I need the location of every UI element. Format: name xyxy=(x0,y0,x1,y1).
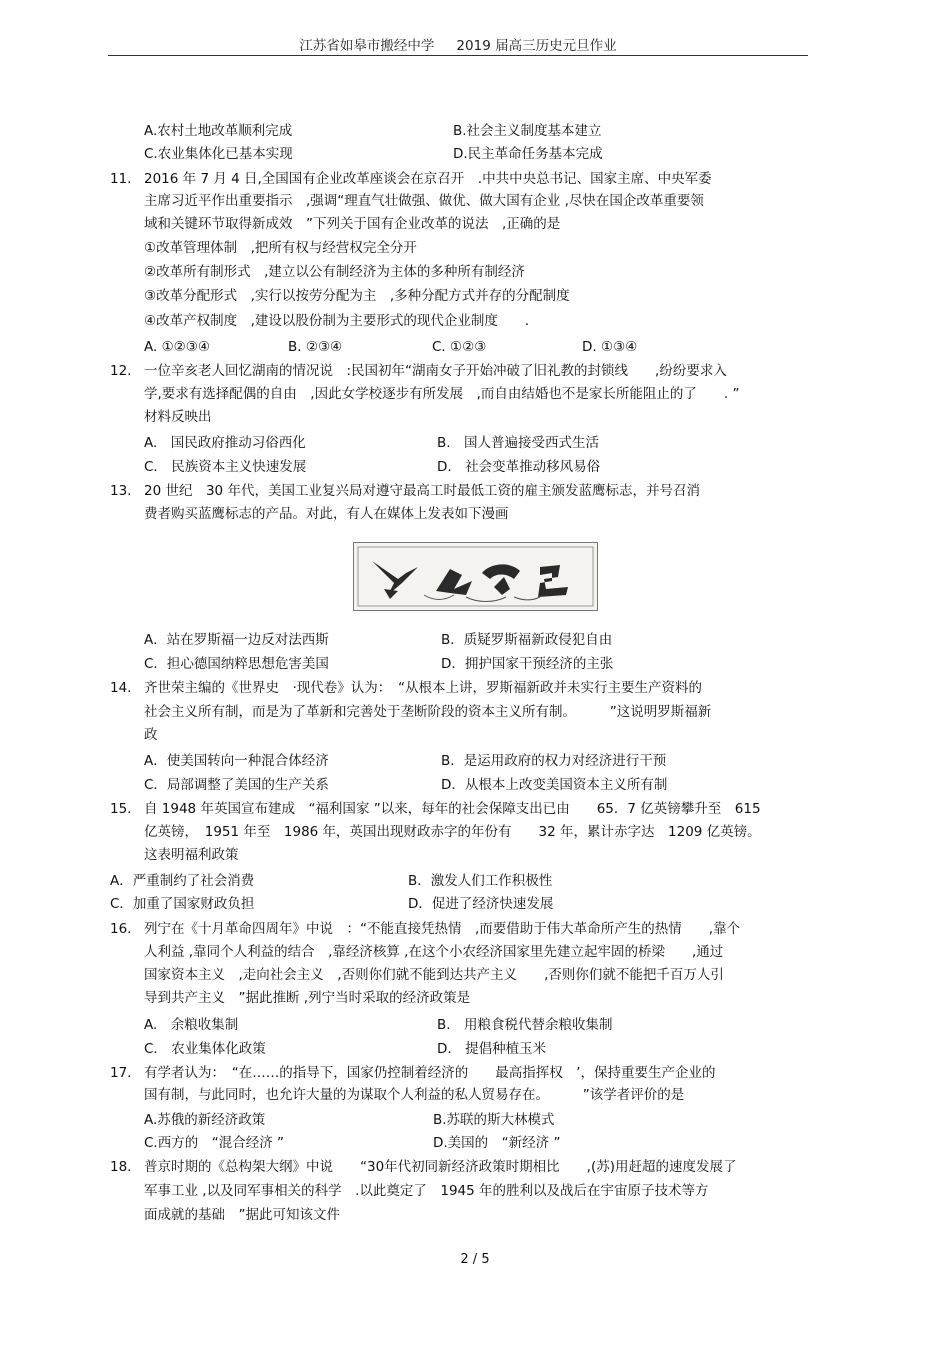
q16-stem-line: 列宁在《十月革命四周年》中说 ：“不能直接凭热情 ,而要借助于伟大革命所产生的热情 ,靠个 xyxy=(144,921,741,937)
q11-option-b: B. ②③④ xyxy=(288,339,343,355)
q14-option-b: B．是运用政府的权力对经济进行干预 xyxy=(441,753,667,769)
q17-stem-line: 国有制，与此同时，也允许大量的为谋取个人利益的私人贸易存在。 ”该学者评价的是 xyxy=(144,1087,685,1103)
q13-number: 13. xyxy=(110,483,132,499)
q12-option-b: B. 国人普遍接受西式生活 xyxy=(437,435,600,451)
q14-option-c: C．局部调整了美国的生产关系 xyxy=(144,777,329,793)
q14-option-a: A．使美国转向一种混合体经济 xyxy=(144,753,329,769)
q16-option-a: A. 余粮收集制 xyxy=(144,1017,239,1033)
q17-number: 17. xyxy=(110,1065,132,1081)
q16-stem-line: 人利益 ,靠同个人利益的结合 ,靠经济核算 ,在这个小农经济国家里先建立起牢固的桥梁 ,通过 xyxy=(144,944,724,960)
q10-option-d: D.民主革命任务基本完成 xyxy=(453,146,603,162)
q11-stem-line: ④改革产权制度 ,建设以股份制为主要形式的现代企业制度 . xyxy=(144,313,530,329)
q16-option-b: B. 用粮食税代替余粮收集制 xyxy=(437,1017,613,1033)
q14-number: 14. xyxy=(110,680,132,696)
q15-stem-line: 亿英镑， 1951 年至 1986 年，英国出现财政赤字的年份有 32 年，累计赤字达 1209 亿英镑。 xyxy=(144,824,761,840)
q17-option-d: D.美国的 “新经济 ” xyxy=(433,1135,561,1151)
q12-option-c: C. 民族资本主义快速发展 xyxy=(144,459,307,475)
q16-option-c: C. 农业集体化政策 xyxy=(144,1041,266,1057)
q18-stem-line: 普京时期的《总构架大纲》中说 “30年代初同新经济政策时期相比 ,(苏)用赶超的速度发展了 xyxy=(144,1159,737,1175)
q11-stem-line: 主席习近平作出重要指示 ,强调“理直气壮做强、做优、做大国有企业 ,尽快在国企改革重要领 xyxy=(144,193,704,209)
q15-stem-line: 自 1948 年英国宣布建成 “福利国家 ”以来，每年的社会保障支出已由 65．7 亿英镑攀升至 615 xyxy=(144,801,761,817)
q10-option-c: C.农业集体化已基本实现 xyxy=(144,146,293,162)
q13-option-c: C．担心德国纳粹思想危害美国 xyxy=(144,656,329,672)
q14-stem-line: 齐世荣主编的《世界史 ·现代卷》认为： “从根本上讲，罗斯福新政并未实行主要生产资料的 xyxy=(144,680,703,696)
q10-option-a: A.农村土地改革顺利完成 xyxy=(144,123,293,139)
q18-stem-line: 军事工业 ,以及同军事相关的科学 .以此奠定了 1945 年的胜利以及战后在宇宙原子技术等方 xyxy=(144,1183,709,1199)
q15-number: 15. xyxy=(110,801,132,817)
q13-option-a: A．站在罗斯福一边反对法西斯 xyxy=(144,632,329,648)
q16-number: 16. xyxy=(110,921,132,937)
q11-option-a: A. ①②③④ xyxy=(144,339,210,355)
q12-number: 12. xyxy=(110,363,132,379)
q16-option-d: D. 提倡种植玉米 xyxy=(437,1041,547,1057)
q12-stem-line: 一位辛亥老人回忆湖南的情况说 :民国初年“湖南女子开始冲破了旧礼教的封锁线 ,纷纷要求入 xyxy=(144,363,727,379)
q17-option-a: A.苏俄的新经济政策 xyxy=(144,1112,266,1128)
q13-stem-line: 费者购买蓝鹰标志的产品。对此，有人在媒体上发表如下漫画 xyxy=(144,506,509,522)
q15-option-c: C．加重了国家财政负担 xyxy=(110,896,255,912)
q10-option-b: B.社会主义制度基本建立 xyxy=(453,123,602,139)
q14-stem-line: 政 xyxy=(144,727,158,743)
q16-stem-line: 国家资本主义 ,走向社会主义 ,否则你们就不能到达共产主义 ,否则你们就不能把千百万人引 xyxy=(144,967,724,983)
page-number: 2 / 5 xyxy=(460,1252,490,1267)
q11-stem-line: ③改革分配形式 ,实行以按劳分配为主 ,多种分配方式并存的分配制度 xyxy=(144,288,570,304)
q18-stem-line: 面成就的基础 ”据此可知该文件 xyxy=(144,1207,340,1223)
header-school: 江苏省如皋市搬经中学 xyxy=(299,38,435,54)
q18-number: 18. xyxy=(110,1159,132,1175)
q15-option-b: B．激发人们工作积极性 xyxy=(408,873,553,889)
q13-stem-line: 20 世纪 30 年代，美国工业复兴局对遵守最高工时最低工资的雇主颁发蓝鹰标志，并号召消 xyxy=(144,483,700,499)
q13-option-d: D．拥护国家干预经济的主张 xyxy=(441,656,614,672)
q16-stem-line: 导到共产主义 ”据此推断 ,列宁当时采取的经济政策是 xyxy=(144,990,471,1006)
q12-stem-line: 学,要求有选择配偶的自由 ,因此女学校逐步有所发展 ,而自由结婚也不是家长所能阻止的了 . ” xyxy=(144,386,740,402)
q11-stem-line: 2016 年 7 月 4 日,全国国有企业改革座谈会在京召开 .中共中央总书记、国家主席、中央军委 xyxy=(144,171,712,187)
q11-stem-line: 域和关键环节取得新成效 ”下列关于国有企业改革的说法 ,正确的是 xyxy=(144,216,561,232)
q11-option-d: D. ①③④ xyxy=(582,339,638,355)
cartoon-sketch-icon xyxy=(354,543,597,610)
q11-stem-line: ②改革所有制形式 ,建立以公有制经济为主体的多种所有制经济 xyxy=(144,264,525,280)
page-header xyxy=(108,34,808,54)
q12-option-a: A. 国民政府推动习俗西化 xyxy=(144,435,306,451)
header-title: 2019 届高三历史元旦作业 xyxy=(456,38,617,54)
q11-number: 11. xyxy=(110,171,132,187)
q13-option-b: B．质疑罗斯福新政侵犯自由 xyxy=(441,632,613,648)
q11-option-c: C. ①②③ xyxy=(432,339,487,355)
q14-option-d: D．从根本上改变美国资本主义所有制 xyxy=(441,777,668,793)
q12-stem-line: 材料反映出 xyxy=(144,409,212,425)
q15-option-a: A．严重制约了社会消费 xyxy=(110,873,255,889)
q17-stem-line: 有学者认为： “在……的指导下，国家仍控制着经济的 最高指挥权 ’，保持重要生产企业的 xyxy=(144,1065,716,1081)
blue-eagle-cartoon-image xyxy=(353,542,598,611)
q11-stem-line: ①改革管理体制 ,把所有权与经营权完全分开 xyxy=(144,240,417,256)
header-rule xyxy=(108,55,808,56)
q17-option-b: B.苏联的斯大林模式 xyxy=(433,1112,555,1128)
q14-stem-line: 社会主义所有制，而是为了革新和完善处于垄断阶段的资本主义所有制。 ”这说明罗斯福新 xyxy=(144,704,712,720)
q17-option-c: C.西方的 “混合经济 ” xyxy=(144,1135,284,1151)
q15-stem-line: 这表明福利政策 xyxy=(144,847,239,863)
q12-option-d: D. 社会变革推动移风易俗 xyxy=(437,459,601,475)
q15-option-d: D．促进了经济快速发展 xyxy=(408,896,554,912)
